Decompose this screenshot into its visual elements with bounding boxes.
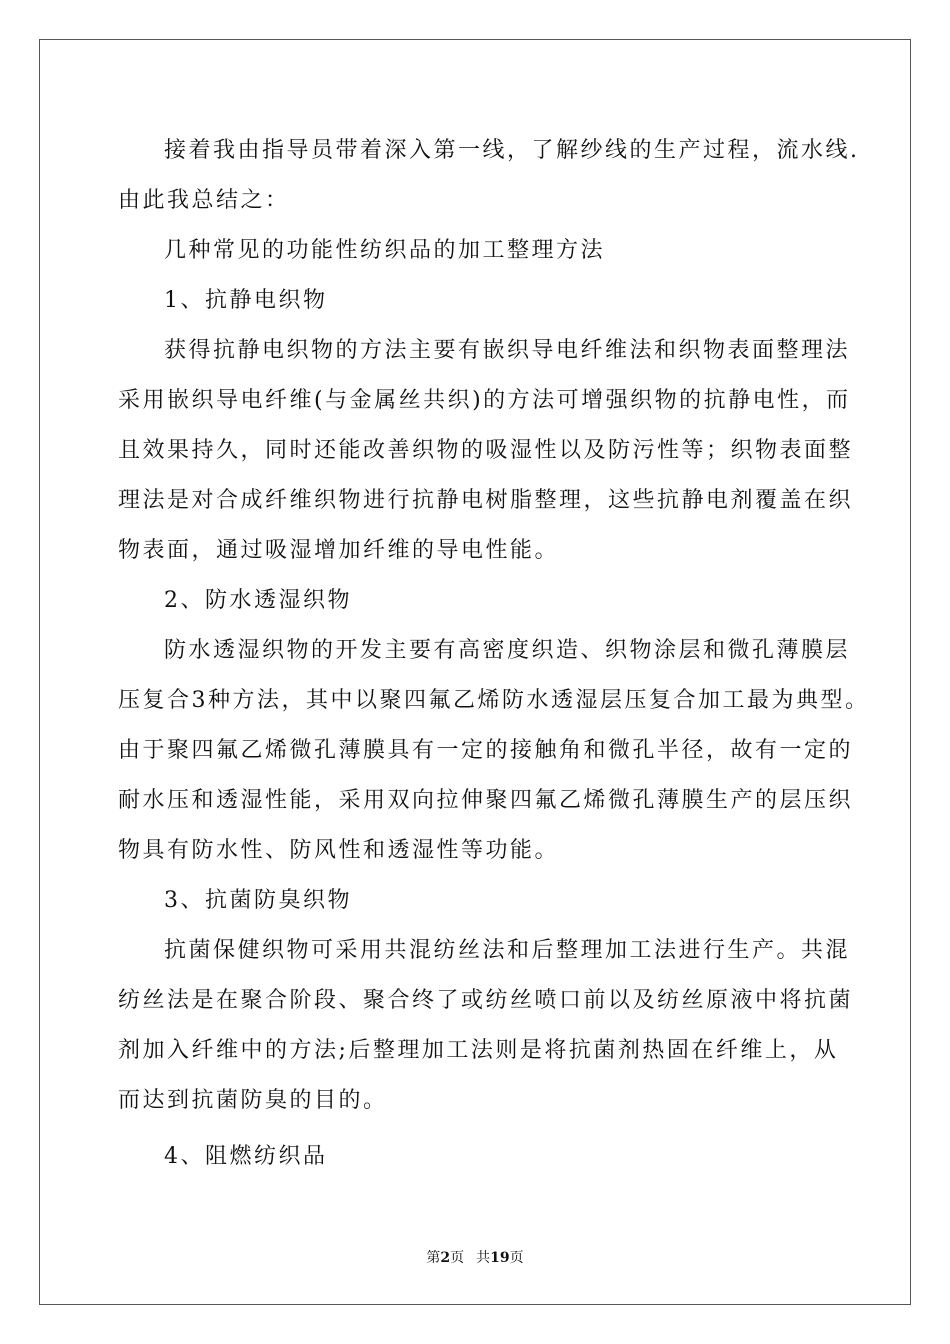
footer-total-pages: 19 xyxy=(490,1250,510,1266)
paragraph-line: 纺丝法是在聚合阶段、聚合终了或纺丝喷口前以及纺丝原液中将抗菌 xyxy=(118,988,854,1013)
section-title: 几种常见的功能性纺织品的加工整理方法 xyxy=(164,238,606,263)
paragraph-line: 且效果持久，同时还能改善织物的吸湿性以及防污性等；织物表面整 xyxy=(118,438,854,463)
heading-antistatic: 1、抗静电织物 xyxy=(164,288,328,313)
paragraph-line: 耐水压和透湿性能，采用双向拉伸聚四氟乙烯微孔薄膜生产的层压织 xyxy=(118,788,854,813)
paragraph-line: 防水透湿织物的开发主要有高密度织造、织物涂层和微孔薄膜层 xyxy=(164,638,851,663)
paragraph-line: 由于聚四氟乙烯微孔薄膜具有一定的接触角和微孔半径，故有一定的 xyxy=(118,738,854,763)
paragraph-line: 采用嵌织导电纤维(与金属丝共织)的方法可增强织物的抗静电性，而 xyxy=(118,388,851,413)
heading-waterproof: 2、防水透湿织物 xyxy=(164,588,352,613)
footer-total-suffix: 页 xyxy=(509,1250,524,1266)
heading-antibacterial: 3、抗菌防臭织物 xyxy=(164,888,352,913)
document-body xyxy=(118,126,870,1182)
footer-page-suffix: 页 xyxy=(450,1250,465,1266)
heading-flame-retardant: 4、阻燃纺织品 xyxy=(164,1144,328,1169)
paragraph-line: 物具有防水性、防风性和透湿性等功能。 xyxy=(118,838,560,863)
paragraph-line: 剂加入纤维中的方法;后整理加工法则是将抗菌剂热固在纤维上，从 xyxy=(118,1038,839,1063)
paragraph-line: 理法是对合成纤维织物进行抗静电树脂整理，这些抗静电剂覆盖在织 xyxy=(118,488,854,513)
paragraph-line: 物表面，通过吸湿增加纤维的导电性能。 xyxy=(118,538,560,563)
paragraph-line: 接着我由指导员带着深入第一线，了解纱线的生产过程，流水线. xyxy=(164,138,860,163)
footer-page-prefix: 第 xyxy=(426,1250,441,1266)
paragraph-line: 而达到抗菌防臭的目的。 xyxy=(118,1088,388,1113)
footer-page-number: 2 xyxy=(440,1250,451,1266)
page-footer xyxy=(0,1247,950,1267)
paragraph-line: 由此我总结之： xyxy=(118,188,290,213)
paragraph-line: 压复合3种方法，其中以聚四氟乙烯防水透湿层压复合加工最为典型。 xyxy=(118,688,870,713)
paragraph-line: 抗菌保健织物可采用共混纺丝法和后整理加工法进行生产。共混 xyxy=(164,938,851,963)
paragraph-line: 获得抗静电织物的方法主要有嵌织导电纤维法和织物表面整理法 xyxy=(164,338,851,363)
footer-total-prefix: 共 xyxy=(476,1250,491,1266)
